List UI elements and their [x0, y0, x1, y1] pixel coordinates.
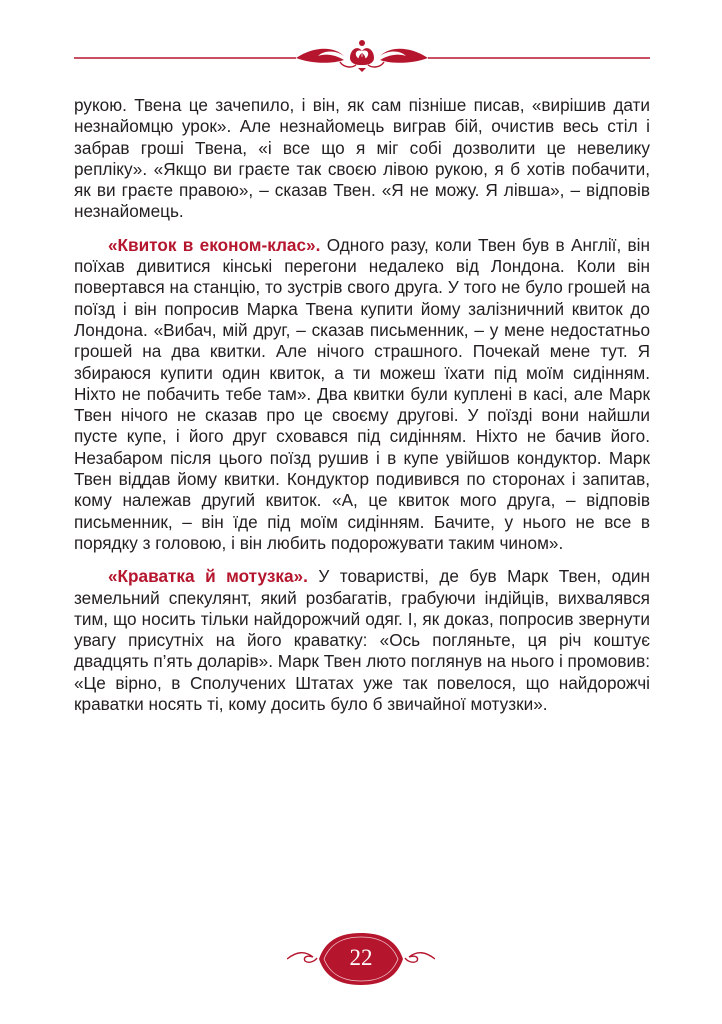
paragraph-text: Одного разу, коли Твен був в Англії, він поїхав дивитися кінські перегони недалеко від Лондона. Коли він повертався на станцію, то зустрів свого друга. У того не було грошей на поїзд і він попросив Марка Твена купити йому залізничний квиток до Лондона. «Вибач, мій друг, – сказав письменник, – у мене недостатньо грошей на два квитки. Але нічого страшного. Почекай мене тут. Я збираюся купити один квиток, а ти можеш їхати під моїм сидінням. Ніхто не побачить тебе там». Два квитки були куплені в касі, але Марк Твен нічого не сказав про це своєму другові. У поїзді вони найшли пусте купе, і його друг сховався під сидінням. Ніхто не бачив його. Незабаром після цього поїзд рушив і в купе увійшов кондуктор. Марк Твен віддав йому квитки. Кондуктор подивився по сторонах і запитав, кому належав другий квиток. «А, це квиток мого друга, – відповів письменник, – він їде під моїм сидінням. Бачите, у нього не все в порядку з головою, і він любить подорожувати таким чином».: [74, 234, 650, 553]
flourish-ornament-icon: [74, 38, 650, 72]
page-body: [74, 95, 650, 727]
paragraph-continuation: [74, 95, 650, 223]
story-title-economy-ticket: «Квиток в економ-клас».: [108, 234, 321, 255]
paragraph-tie-and-rope: [74, 566, 650, 715]
paragraph-text: рукою. Твена це зачепило, і він, як сам пізніше писав, «вирішив дати незнайомцю урок». Але незнайомець виграв бій, очистив весь стіл і забрав гроші Твена, «і все що я міг собі дозволити це невелику репліку». «Якщо ви граєте так своєю лівою рукою, я б хотів побачити, як ви граєте правою», – сказав Твен. «Я не можу. Я лівша», – відповів незнайомець.: [74, 95, 650, 222]
header-ornament: [74, 38, 650, 72]
paragraph-text: У товаристві, де був Марк Твен, один земельний спекулянт, який розбагатів, грабуючи індійців, вихвалявся тим, що носить тільки найдорожчий одяг. І, як доказ, попросив звернути увагу присутніх на його краватку: «Ось погляньте, ця річ коштує двадцять п’ять доларів». Марк Твен люто поглянув на нього і промовив: «Це вірно, в Сполучених Штатах уже так повелося, що найдорожчі краватки носять ті, кому досить було б звичайної мотузки».: [74, 566, 650, 715]
page-number: 22: [349, 945, 373, 970]
paragraph-economy-ticket: [74, 235, 650, 554]
story-title-tie-and-rope: «Краватка й мотузка».: [108, 566, 308, 587]
